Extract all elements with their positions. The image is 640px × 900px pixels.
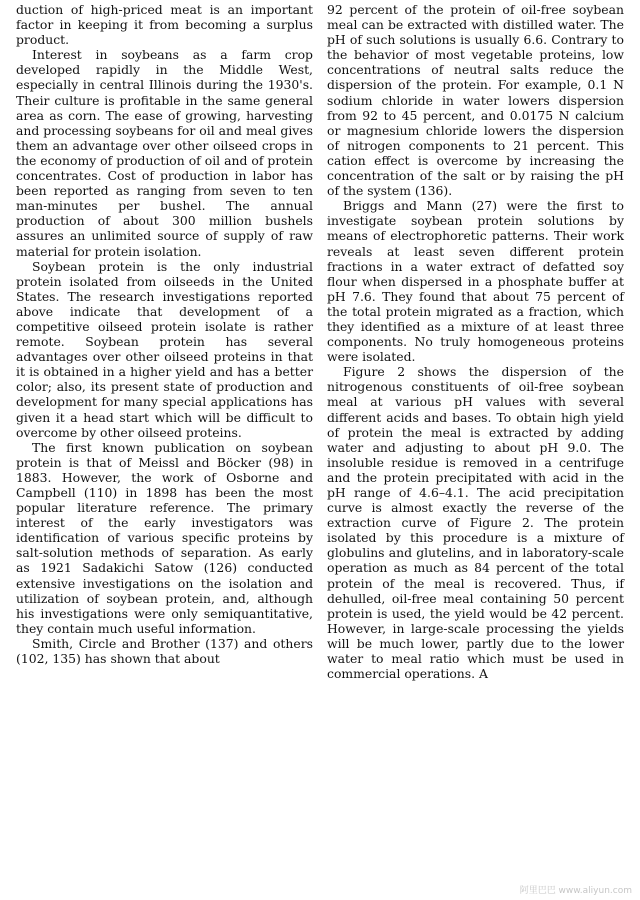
paragraph: duction of high-priced meat is an important factor in keeping it from becoming a surplus product. — [16, 2, 313, 48]
paragraph: Figure 2 shows the dispersion of the nitrogenous constituents of oil-free soybean meal at various pH values with several different acids and bases. To obtain high yield of protein the meal is extracted by adding water and adjusting to about pH 9.0. The insoluble residue is removed in a centrifuge and the protein precipitated with acid in the pH range of 4.6–4.1. The acid precipitation curve is almost exactly the reverse of the extraction curve of Figure 2. The protein isolated by this procedure is a mixture of globulins and glutelins, and in laboratory-scale operation as much as 84 percent of the total protein of the meal is recovered. Thus, if dehulled, oil-free meal containing 50 percent protein is used, the yield would be 42 percent. However, in large-scale processing the yields will be much lower, partly due to the lower water to meal ratio which must be used in commercial operations. A — [327, 364, 624, 682]
paragraph: The first known publication on soybean protein is that of Meissl and Böcker (98) in 1883. However, the work of Osborne and Campbell (110) in 1898 has been the most popular literature reference. The primary interest of the early investigators was identification of various specific proteins by salt-solution methods of separation. As early as 1921 Sadakichi Satow (126) conducted extensive investigations on the isolation and utilization of soybean protein, and, although his investigations were only semiquantitative, they contain much useful information. — [16, 439, 313, 636]
right-column — [327, 2, 624, 900]
paragraph: Interest in soybeans as a farm crop developed rapidly in the Middle West, especially in central Illinois during the 1930's. Their culture is profitable in the same general area as corn. The ease of growing, harvesting and processing soybeans for oil and meal gives them an advantage over other oilseed crops in the economy of production of oil and of protein concentrates. Cost of production in labor has been reported as ranging from seven to ten man-minutes per bushel. The annual production of about 300 million bushels assures an unlimited source of supply of raw material for protein isolation. — [16, 47, 313, 259]
paragraph: Soybean protein is the only industrial protein isolated from oilseeds in the United States. The research investigations reported above indicate that development of a competitive oilseed protein isolate is rather remote. Soybean protein has several advantages over other oilseed proteins in that it is obtained in a higher yield and has a better color; also, its present state of production and development for many special applications has given it a head start which will be difficult to overcome by other oilseed proteins. — [16, 258, 313, 440]
paragraph: Briggs and Mann (27) were the first to investigate soybean protein solutions by means of electrophoretic patterns. Their work reveals at least seven different protein fractions in a water extract of defatted soy flour when dispersed in a phosphate buffer at pH 7.6. They found that about 75 percent of the total protein migrated as a fraction, which they identified as a mixture of at least three components. No truly homogeneous proteins were isolated. — [327, 198, 624, 365]
paragraph: Smith, Circle and Brother (137) and others (102, 135) has shown that about — [16, 635, 313, 667]
paragraph: 92 percent of the protein of oil-free soybean meal can be extracted with distilled water. The pH of such solutions is usually 6.6. Contrary to the behavior of most vegetable proteins, low concentrations of neutral salts reduce the dispersion of the protein. For example, 0.1 N sodium chloride in water lowers dispersion from 92 to 45 percent, and 0.0175 N calcium or magnesium chloride lowers the dispersion of nitrogen components to 21 percent. This cation effect is overcome by increasing the concentration of the salt or by raising the pH of the system (136). — [327, 2, 624, 199]
watermark: 阿里巴巴 www.aliyun.com — [519, 886, 632, 896]
left-column — [16, 2, 313, 900]
